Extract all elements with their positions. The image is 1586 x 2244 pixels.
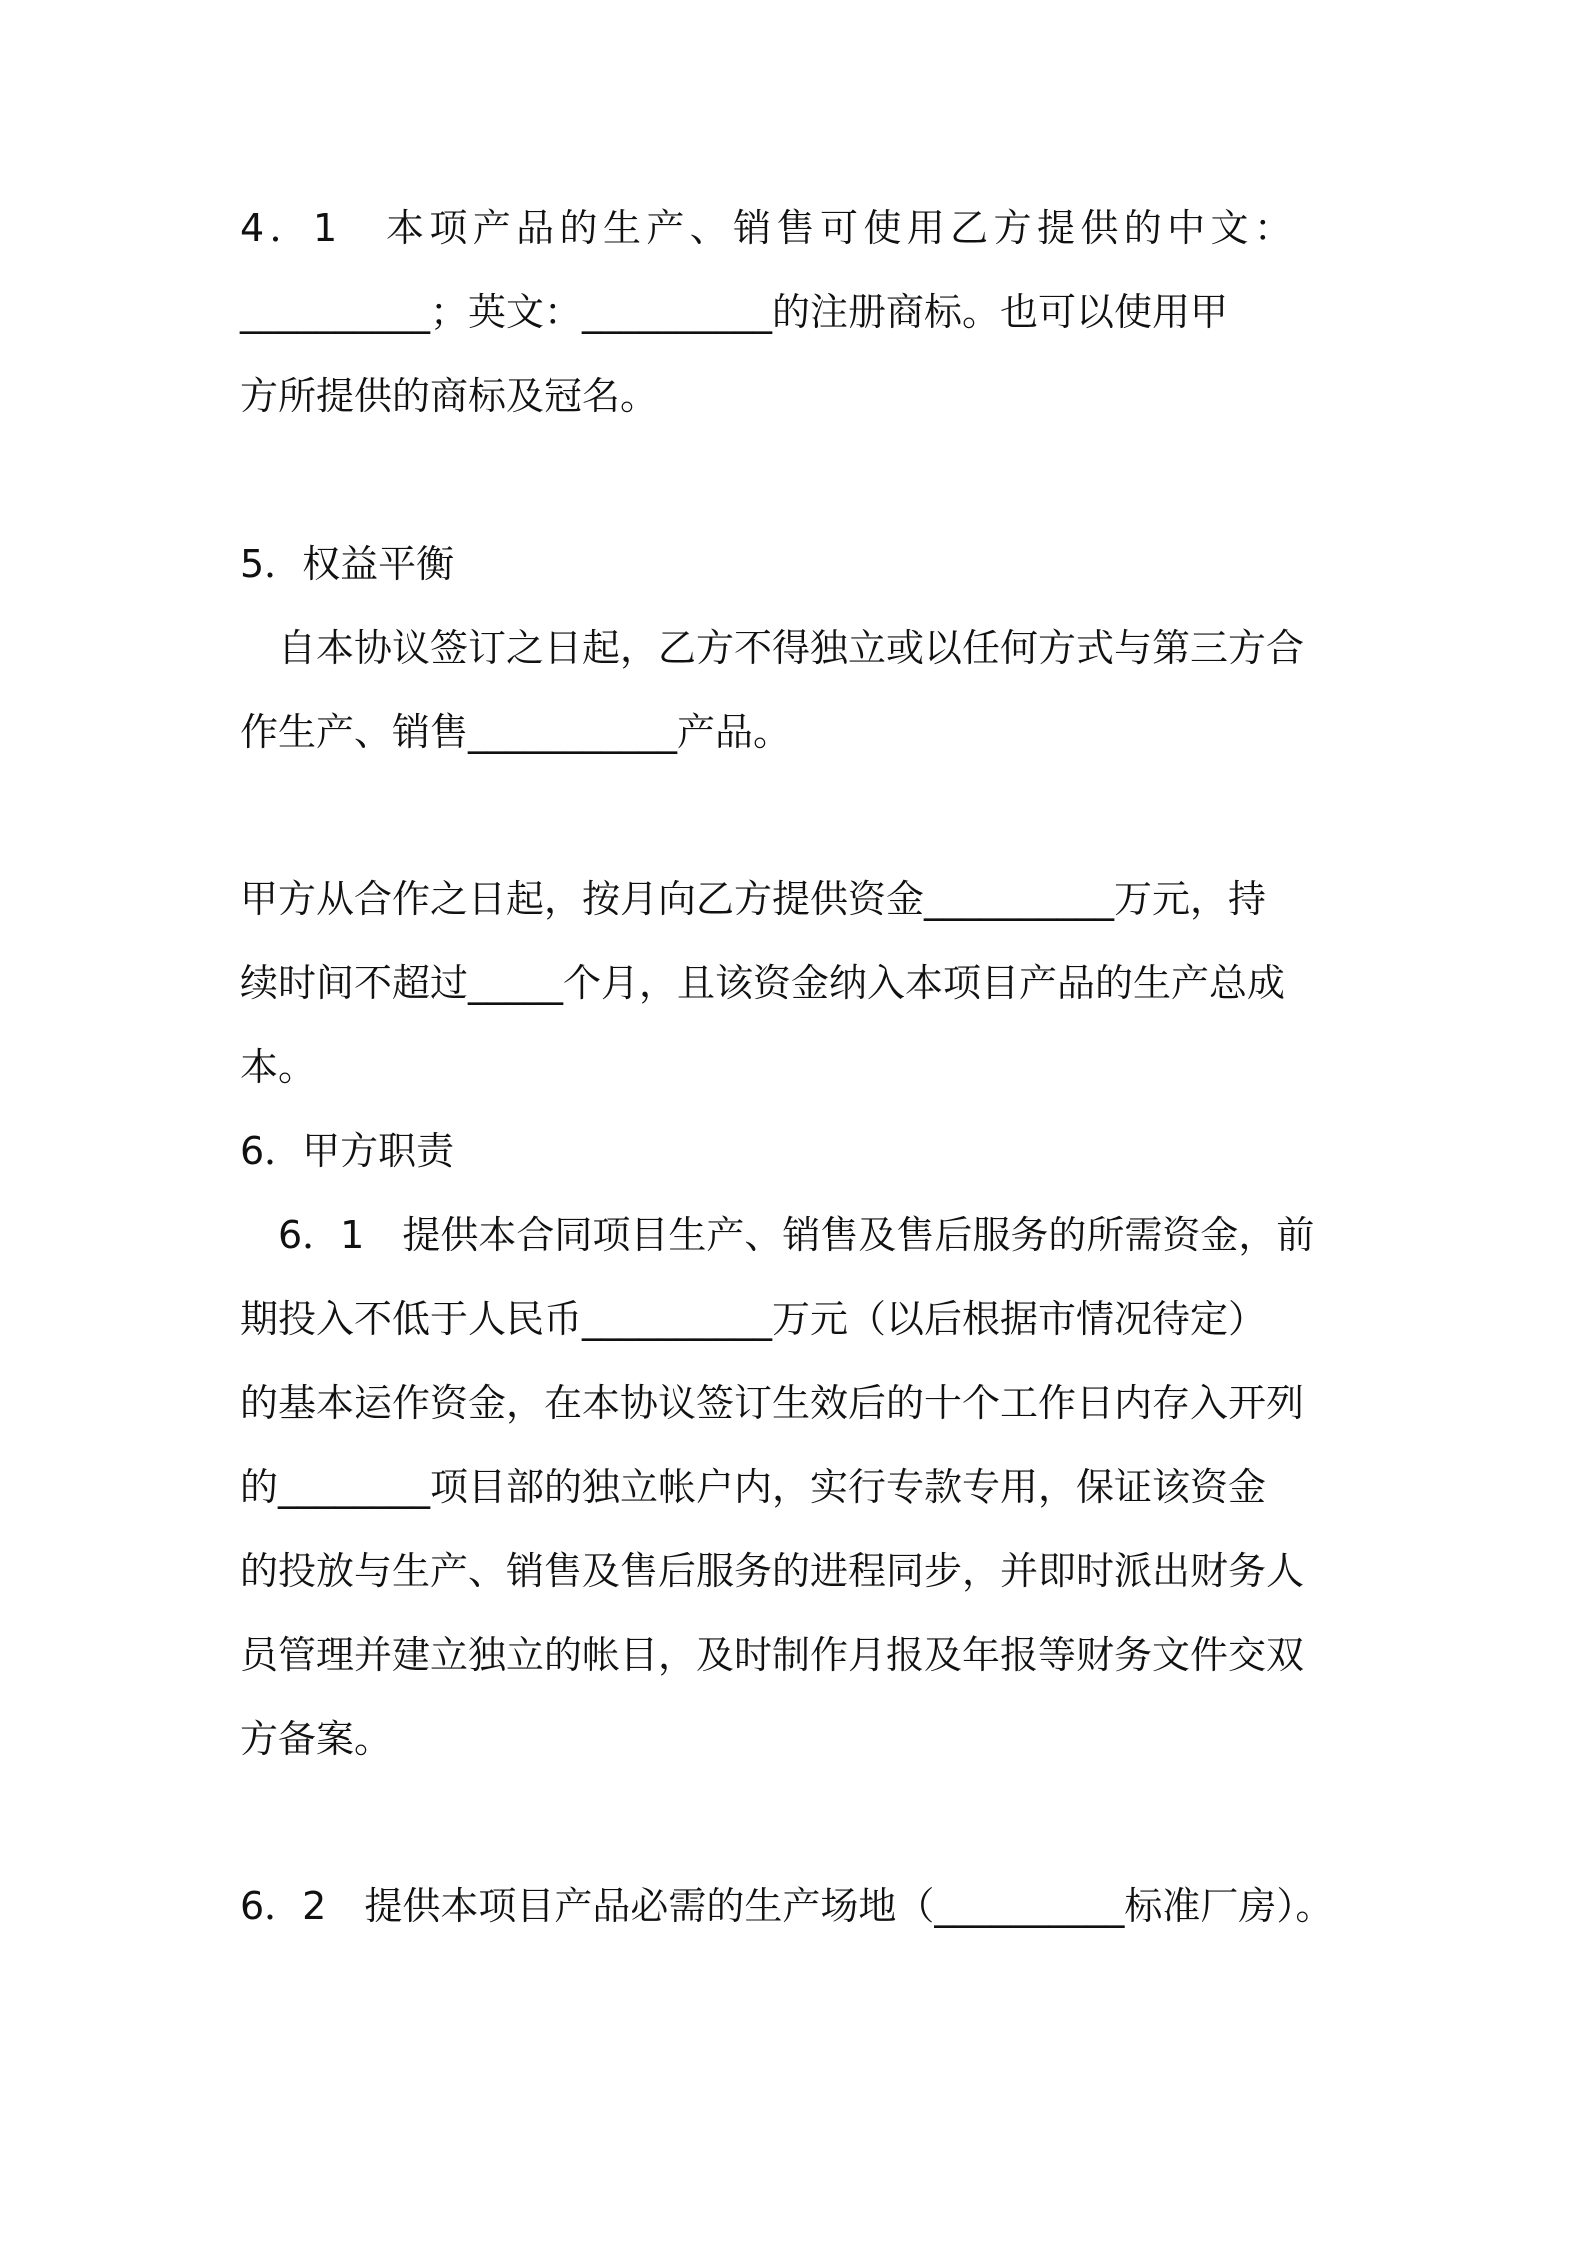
text-line-6-1-f: 员管理并建立独立的帐目，及时制作月报及年报等财务文件交双 <box>240 1633 1305 1677</box>
text-line-6-1-e: 的投放与生产、销售及售后服务的进程同步，并即时派出财务人 <box>240 1549 1305 1593</box>
text-line-6-1-c: 的基本运作资金，在本协议签订生效后的十个工作日内存入开列 <box>240 1381 1305 1425</box>
text-line-5-b: 作生产、销售___________产品。 <box>240 710 792 754</box>
text-line-6-2: 6．2 提供本项目产品必需的生产场地（__________标准厂房）。 <box>240 1884 1334 1928</box>
text-line-5-a: 自本协议签订之日起，乙方不得独立或以任何方式与第三方合 <box>240 626 1305 670</box>
text-line-funding-a: 甲方从合作之日起，按月向乙方提供资金__________万元，持 <box>240 877 1267 921</box>
text-line-4-1-a: 4．1 本项产品的生产、销售可使用乙方提供的中文： <box>240 206 1298 250</box>
text-line-6-1-a: 6．1 提供本合同项目生产、销售及售后服务的所需资金，前 <box>240 1213 1315 1257</box>
text-line-4-1-c: 方所提供的商标及冠名。 <box>240 374 659 418</box>
text-line-6-1-d: 的________项目部的独立帐户内，实行专款专用，保证该资金 <box>240 1465 1267 1509</box>
section-heading-6: 6．甲方职责 <box>240 1129 455 1173</box>
text-line-funding-c: 本。 <box>240 1045 317 1089</box>
text-line-6-1-b: 期投入不低于人民币__________万元（以后根据市情况待定） <box>240 1297 1267 1341</box>
text-line-6-1-g: 方备案。 <box>240 1717 393 1761</box>
section-heading-5: 5．权益平衡 <box>240 542 455 586</box>
text-line-funding-b: 续时间不超过_____个月，且该资金纳入本项目产品的生产总成 <box>240 961 1286 1005</box>
text-line-4-1-b: __________；英文：__________的注册商标。也可以使用甲 <box>240 290 1229 334</box>
